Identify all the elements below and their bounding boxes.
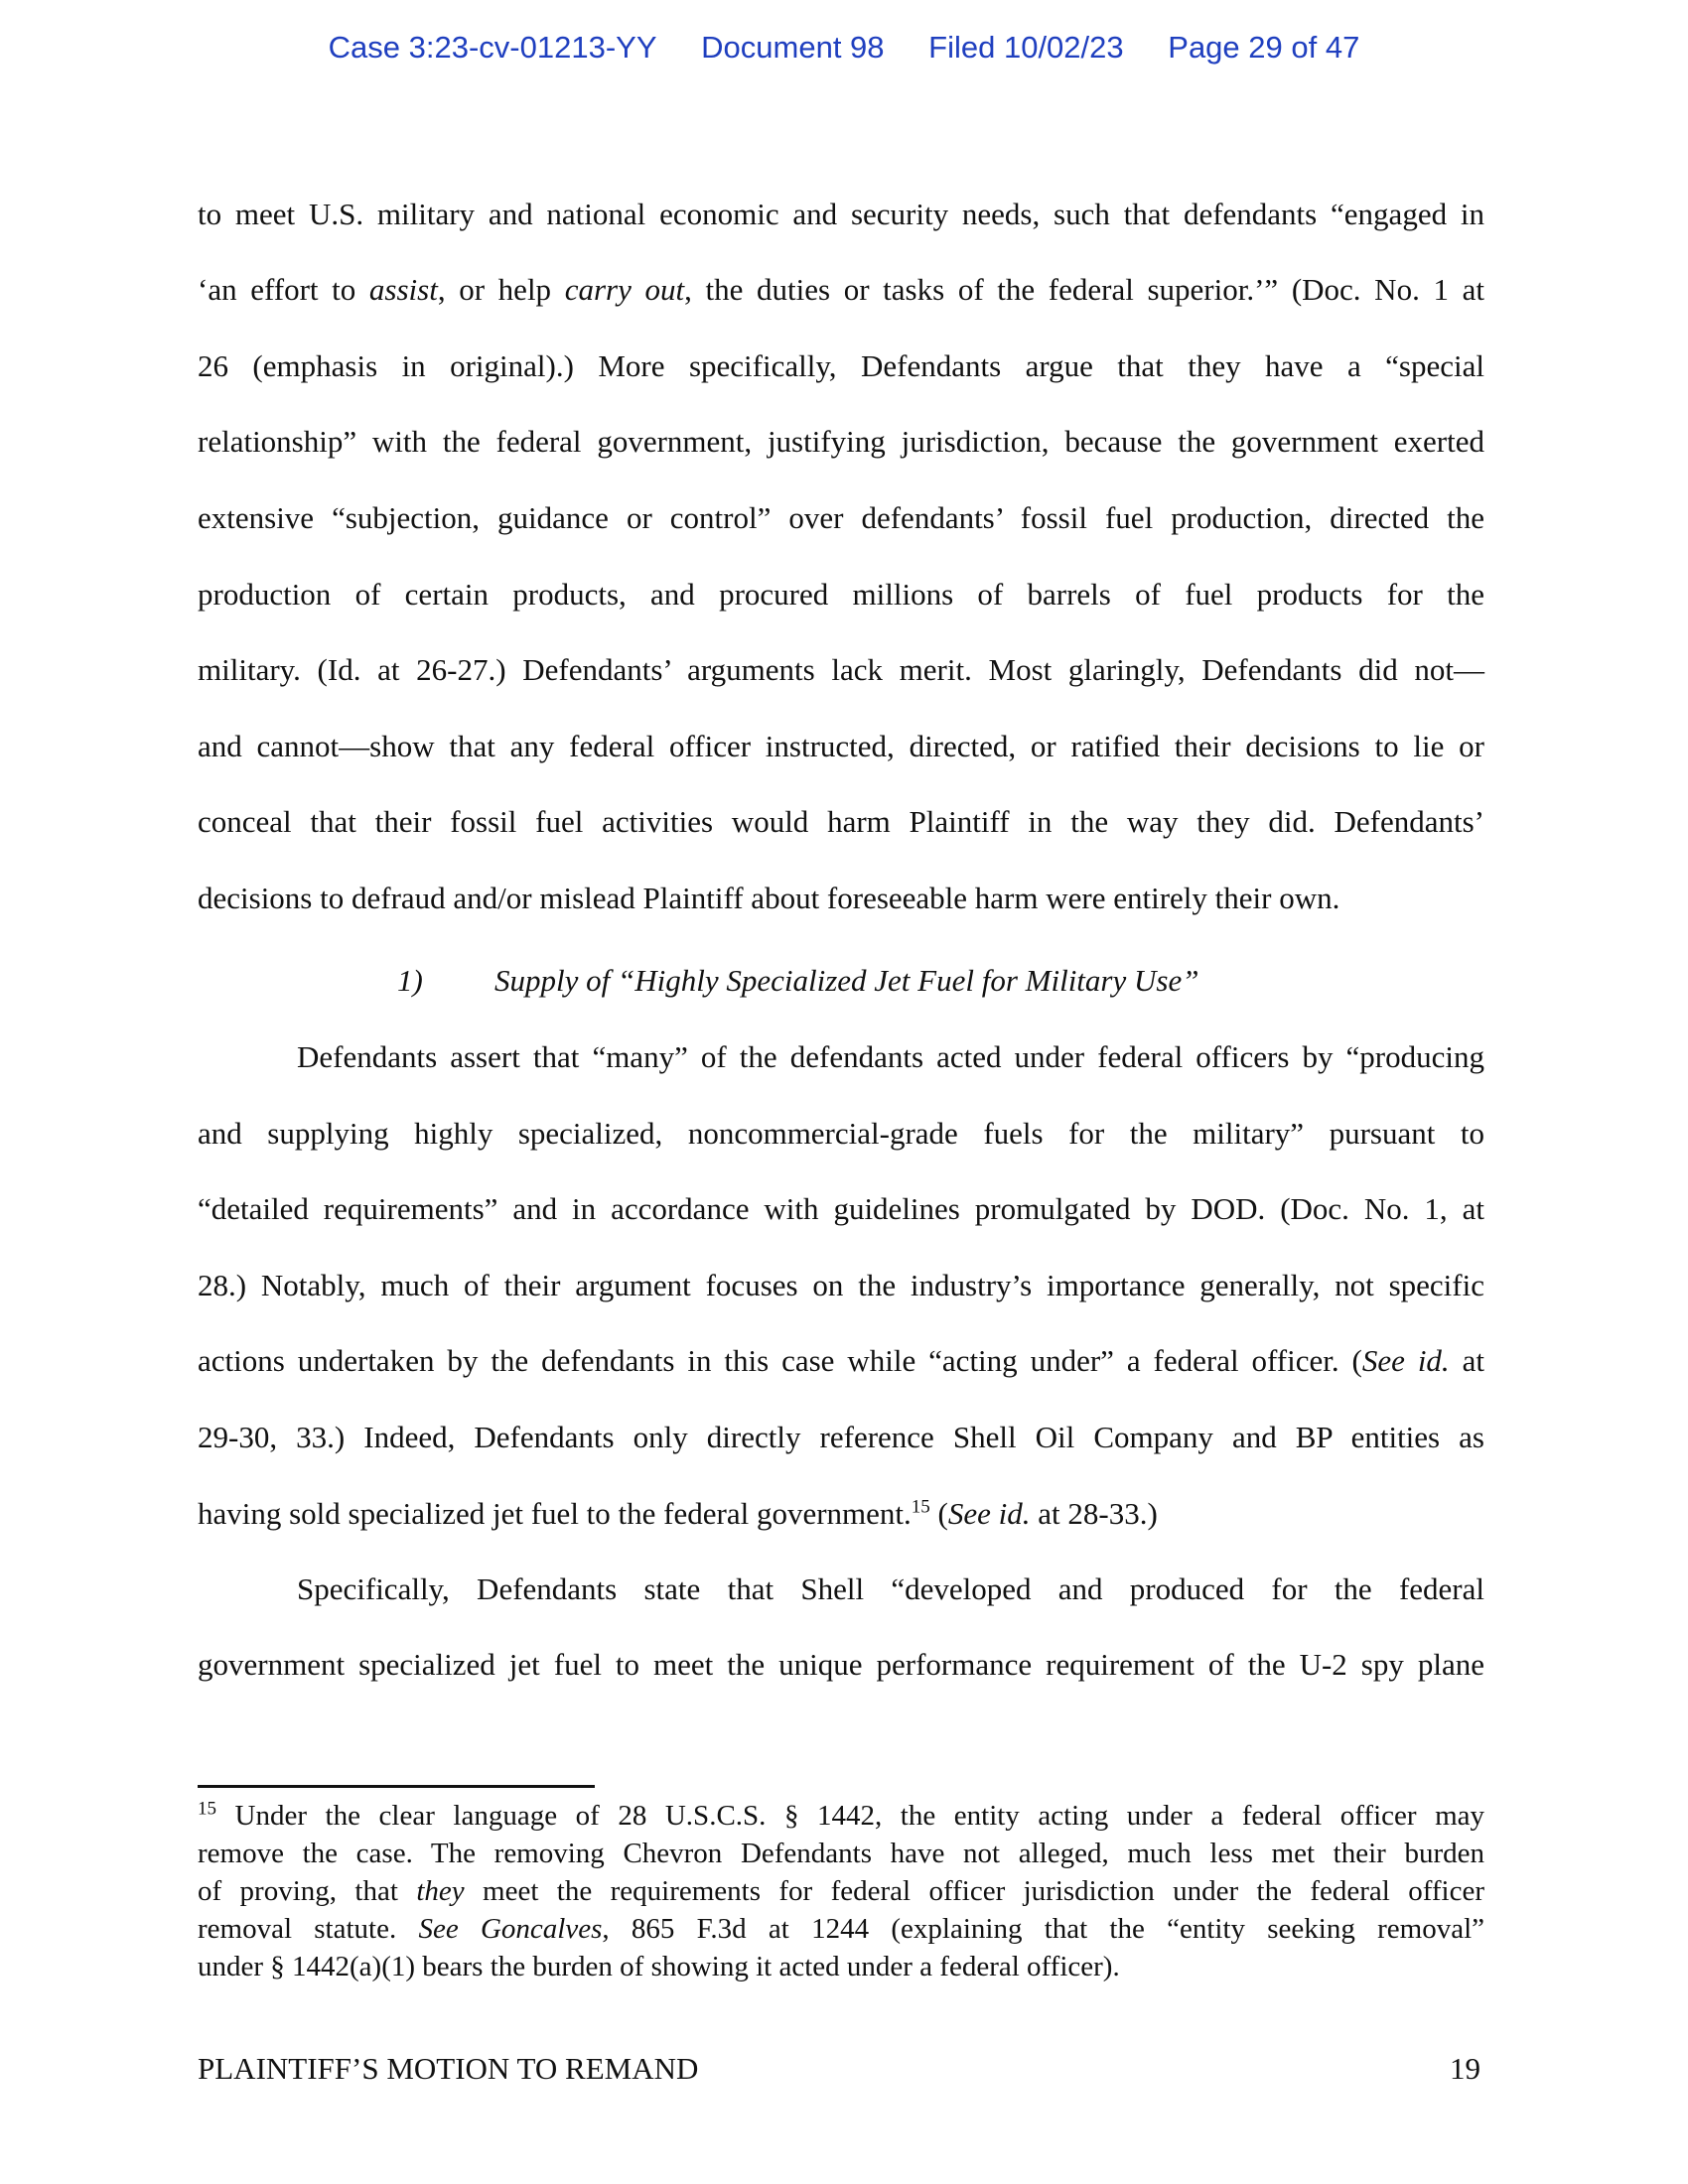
footer-title: PLAINTIFF’S MOTION TO REMAND bbox=[198, 2051, 699, 2086]
text-line: and supplying highly specialized, noncommercial-grade fuels for the military” pursuant to bbox=[198, 1116, 1484, 1151]
footnote-line: of proving, that they meet the requirements for federal officer jurisdiction under the federal officer bbox=[198, 1875, 1485, 1907]
text-line: Defendants assert that “many” of the defendants acted under federal officers by “producing bbox=[297, 1039, 1484, 1074]
footnote-15 bbox=[198, 1797, 1484, 1985]
text-line: and cannot—show that any federal officer instructed, directed, or ratified their decisions to lie or bbox=[198, 729, 1484, 763]
text-line: relationship” with the federal government, justifying jurisdiction, because the government exerted bbox=[198, 424, 1484, 459]
text-line: government specialized jet fuel to meet the unique performance requirement of the U-2 spy plane bbox=[198, 1647, 1484, 1682]
footer-page-number: 19 bbox=[1450, 2051, 1480, 2086]
text-line: Specifically, Defendants state that Shell “developed and produced for the federal bbox=[297, 1571, 1484, 1606]
footnote-line: $^{15}$ Under the clear language of 28 U.S.C.S. § 1442, the entity acting under a federal officer may bbox=[198, 1798, 1484, 1832]
footnote-line: remove the case. The removing Chevron Defendants have not alleged, much less met their burden bbox=[198, 1838, 1484, 1869]
text-line: to meet U.S. military and national economic and security needs, such that defendants “engaged in bbox=[198, 197, 1484, 231]
document-number: Document 98 bbox=[701, 30, 885, 65]
text-line: 28.) Notably, much of their argument focuses on the industry’s importance generally, not specific bbox=[198, 1268, 1484, 1302]
text-line: ‘an effort to assist, or help carry out, the duties or tasks of the federal superior.’” (Doc. No. 1 at bbox=[198, 272, 1484, 307]
text-line: conceal that their fossil fuel activities would harm Plaintiff in the way they did. Defendants’ bbox=[198, 804, 1484, 839]
section-title: Supply of “Highly Specialized Jet Fuel for Military Use” bbox=[494, 963, 1199, 998]
footnote-line: removal statute. See Goncalves, 865 F.3d at 1244 (explaining that the “entity seeking removal” bbox=[198, 1913, 1484, 1945]
text-line: “detailed requirements” and in accordance with guidelines promulgated by DOD. (Doc. No. 1, at bbox=[198, 1191, 1484, 1226]
ecf-filing-header bbox=[0, 30, 1688, 66]
footnote-ref[interactable]: 15 bbox=[911, 1496, 930, 1518]
section-heading bbox=[397, 961, 1198, 1001]
footnote-number: 15 bbox=[198, 1798, 216, 1820]
text-line: 29-30, 33.) Indeed, Defendants only directly reference Shell Oil Company and BP entities as bbox=[198, 1420, 1484, 1454]
text-line: extensive “subjection, guidance or control” over defendants’ fossil fuel production, directed the bbox=[198, 500, 1484, 535]
text-line: actions undertaken by the defendants in this case while “acting under” a federal officer. (See id. at bbox=[198, 1343, 1484, 1378]
text-line: 26 (emphasis in original).) More specifically, Defendants argue that they have a “special bbox=[198, 348, 1484, 383]
text-line: military. (Id. at 26-27.) Defendants’ arguments lack merit. Most glaringly, Defendants did not— bbox=[198, 652, 1484, 687]
filed-date: Filed 10/02/23 bbox=[928, 30, 1124, 65]
text-line: production of certain products, and procured millions of barrels of fuel products for the bbox=[198, 577, 1484, 612]
page-count: Page 29 of 47 bbox=[1168, 30, 1360, 65]
text-line: having sold specialized jet fuel to the federal government.$^{15}$ (See id. at 28-33.) bbox=[198, 1496, 1158, 1531]
footnote-divider bbox=[198, 1785, 595, 1788]
footnote-line: under § 1442(a)(1) bears the burden of showing it acted under a federal officer). bbox=[198, 1951, 1120, 1982]
section-number: 1) bbox=[397, 963, 423, 998]
text-line: decisions to defraud and/or mislead Plaintiff about foreseeable harm were entirely their own. bbox=[198, 881, 1340, 915]
case-number: Case 3:23-cv-01213-YY bbox=[328, 30, 657, 65]
